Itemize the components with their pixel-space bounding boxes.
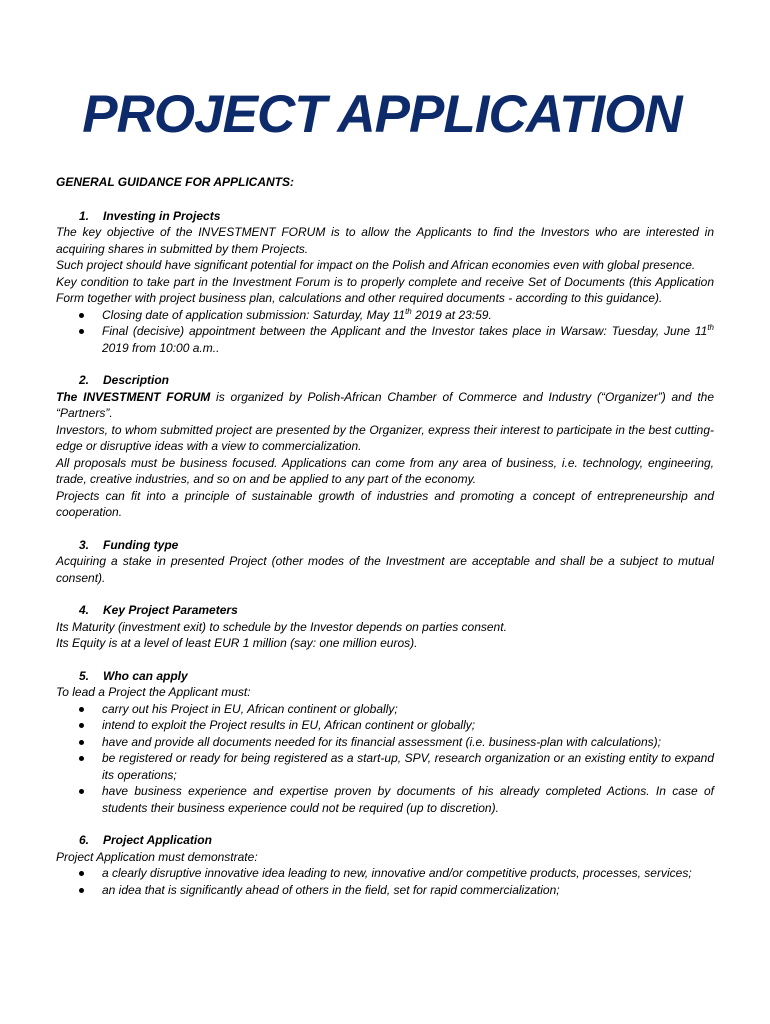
bullet-list <box>56 307 714 357</box>
section-title: Key Project Parameters <box>103 603 238 617</box>
section-heading <box>56 208 714 225</box>
list-item: Closing date of application submission: Saturday, May 11th 2019 at 23:59. <box>56 307 714 324</box>
paragraph: Its Equity is at a level of least EUR 1 million (say: one million euros). <box>56 636 418 650</box>
section-key-parameters <box>56 602 714 652</box>
list-item: be registered or ready for being registered as a start-up, SPV, research organization or an existing entity to expand its operations; <box>56 750 714 783</box>
section-number: 3. <box>79 537 90 552</box>
section-project-application <box>56 832 714 898</box>
document-page <box>56 84 714 914</box>
list-item: Final (decisive) appointment between the Applicant and the Investor takes place in Warsaw: Tuesday, June 11th 2019 from 10:00 a.m.. <box>56 323 714 356</box>
section-who-can-apply <box>56 668 714 817</box>
section-number: 5. <box>79 668 90 683</box>
paragraph: To lead a Project the Applicant must: <box>56 685 251 699</box>
paragraph: Projects can fit into a principle of sustainable growth of industries and promoting a concept of entrepreneurship and cooperation. <box>56 488 714 519</box>
list-item: have business experience and expertise proven by documents of his already completed Actions. In case of students their business experience could not be required (up to discretion). <box>56 783 714 816</box>
paragraph: Its Maturity (investment exit) to schedule by the Investor depends on parties consent. <box>56 619 507 634</box>
section-title: Who can apply <box>103 668 188 683</box>
section-title: Description <box>103 373 170 387</box>
paragraph: Investors, to whom submitted project are presented by the Organizer, express their interest to participate in the best cutting-edge or disruptive ideas with a view to commercialization. <box>56 422 714 453</box>
section-title: Investing in Projects <box>103 208 221 223</box>
section-number: 6. <box>79 833 90 847</box>
list-item: have and provide all documents needed for its financial assessment (i.e. business-plan with calculations); <box>56 734 714 751</box>
guidance-heading: GENERAL GUIDANCE FOR APPLICANTS: <box>56 175 295 189</box>
list-item: carry out his Project in EU, African continent or globally; <box>56 701 714 718</box>
section-investing <box>56 208 714 357</box>
section-heading <box>56 602 714 619</box>
section-heading <box>56 668 714 685</box>
paragraph: The INVESTMENT FORUM is organized by Polish-African Chamber of Commerce and Industry (“Organizer”) and the “Partners”. <box>56 389 714 420</box>
section-number: 1. <box>79 208 90 223</box>
list-item: intend to exploit the Project results in EU, African continent or globally; <box>56 717 714 734</box>
paragraph: The key objective of the INVESTMENT FORUM is to allow the Applicants to find the Investors who are interested in acquiring shares in submitted by them Projects. <box>56 225 714 256</box>
section-heading <box>56 537 714 554</box>
list-item: a clearly disruptive innovative idea leading to new, innovative and/or competitive products, processes, services; <box>56 865 714 882</box>
paragraph: Project Application must demonstrate: <box>56 849 258 864</box>
paragraph: All proposals must be business focused. Applications can come from any area of business, i.e. technology, engineering, trade, creative industries, and so on and be applied to any part of the economy. <box>56 455 714 486</box>
section-title: Funding type <box>103 537 179 552</box>
section-description <box>56 372 714 521</box>
section-number: 4. <box>79 603 90 617</box>
paragraph: Acquiring a stake in presented Project (other modes of the Investment are acceptable and shall be a subject to mutual consent). <box>56 554 714 585</box>
section-heading <box>56 372 714 389</box>
paragraph: Key condition to take part in the Investment Forum is to properly complete and receive Set of Documents (this Application Form together with project business plan, calculations and other required documents - according to this guidance). <box>56 274 714 305</box>
paragraph: Such project should have significant potential for impact on the Polish and African economies even with global presence. <box>56 258 696 272</box>
page-title: PROJECT APPLICATION <box>82 85 682 144</box>
section-title: Project Application <box>103 833 212 847</box>
bullet-list <box>56 865 714 898</box>
bullet-list <box>56 701 714 817</box>
section-funding-type <box>56 537 714 587</box>
list-item: an idea that is significantly ahead of others in the field, set for rapid commercialization; <box>56 882 714 899</box>
section-heading <box>56 832 714 849</box>
section-number: 2. <box>79 373 90 387</box>
